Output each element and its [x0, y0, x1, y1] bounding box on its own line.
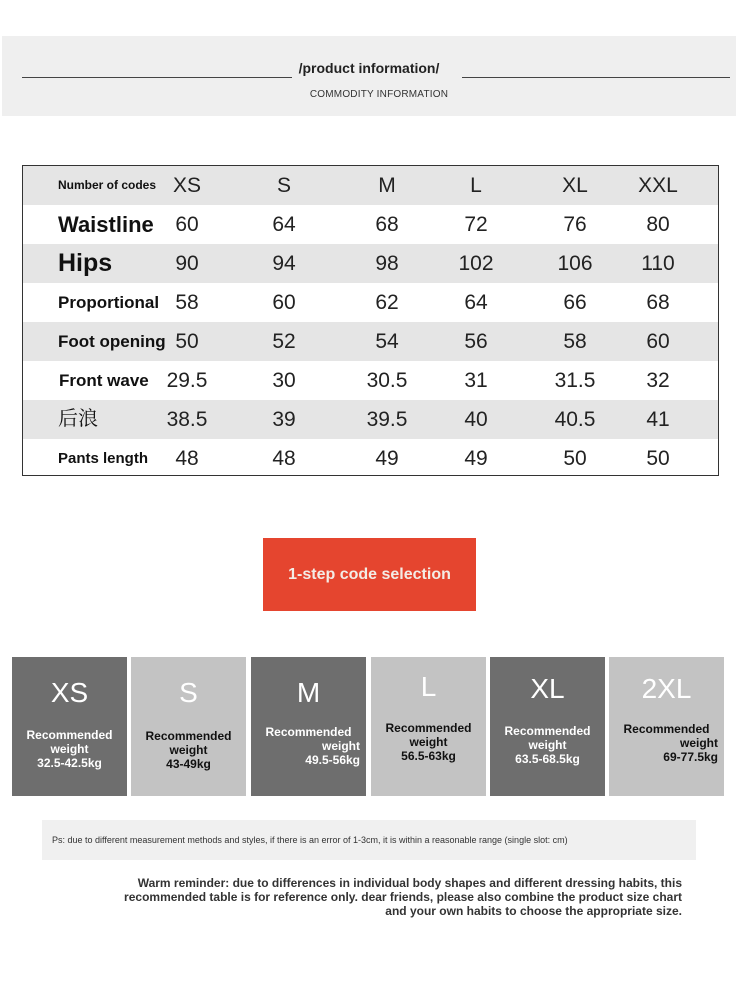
- reminder-line: and your own habits to choose the appropriate size.: [385, 904, 682, 918]
- table-cell: 31: [464, 369, 488, 392]
- table-cell: 52: [272, 330, 296, 353]
- card-recommendation: [18, 728, 121, 770]
- table-cell: 30: [272, 369, 296, 392]
- card-weight: 63.5-68.5kg: [515, 752, 580, 766]
- reminder-line: recommended table is for reference only. dear friends, please also combine the product size chart: [124, 890, 682, 904]
- measurement-note: Ps: due to different measurement methods and styles, if there is an error of 1-3cm, it is within a reasonable range (single slot: cm): [42, 820, 696, 860]
- table-cell: 50: [563, 447, 587, 470]
- size-card-m: [251, 657, 366, 796]
- card-recommendation: [137, 729, 240, 771]
- table-cell: 60: [272, 291, 296, 314]
- table-cell: 40: [464, 408, 488, 431]
- table-cell: 31.5: [554, 369, 596, 392]
- table-cell: 66: [563, 291, 587, 314]
- card-size: XS: [50, 677, 89, 708]
- table-cell: 64: [464, 291, 488, 314]
- size-header: XL: [562, 174, 588, 197]
- section-subtitle: COMMODITY INFORMATION: [309, 89, 449, 100]
- table-row: [23, 439, 718, 478]
- card-size: L: [420, 671, 437, 702]
- size-card-s: [131, 657, 246, 796]
- table-row: [23, 205, 718, 244]
- table-cell: 60: [175, 213, 199, 236]
- code-selection-banner: 1-step code selection: [263, 538, 476, 611]
- table-cell: 68: [646, 291, 670, 314]
- card-weight: 69-77.5kg: [663, 750, 718, 764]
- card-rec-line: Recommended: [265, 725, 352, 739]
- product-info-header: [2, 36, 736, 116]
- size-card-l: [371, 657, 486, 796]
- table-cell: 76: [563, 213, 587, 236]
- table-row: [23, 283, 718, 322]
- size-table: [22, 165, 719, 476]
- table-cell: 58: [563, 330, 587, 353]
- table-cell: 94: [272, 252, 296, 275]
- size-header: L: [470, 174, 482, 197]
- table-cell: 30.5: [366, 369, 408, 392]
- card-size: S: [179, 677, 198, 708]
- card-weight: 43-49kg: [166, 757, 211, 771]
- table-cell: 50: [175, 330, 199, 353]
- card-rec-line: Recommended: [145, 729, 232, 743]
- row-label: Foot opening: [58, 332, 166, 351]
- table-cell: 38.5: [166, 408, 208, 431]
- card-size: M: [296, 677, 321, 708]
- size-header: M: [378, 174, 396, 197]
- card-rec-line: weight: [169, 743, 208, 757]
- size-card-2xl: [609, 657, 724, 796]
- header-label: Number of codes: [58, 178, 157, 192]
- card-rec-line: weight: [50, 742, 89, 756]
- reminder-line: Warm reminder: due to differences in individual body shapes and different dressing habits, this: [137, 876, 682, 890]
- table-cell: 102: [458, 252, 494, 275]
- table-cell: 41: [646, 408, 670, 431]
- table-cell: 49: [375, 447, 399, 470]
- table-cell: 106: [557, 252, 593, 275]
- row-label: Front wave: [59, 371, 149, 390]
- table-cell: 62: [375, 291, 399, 314]
- row-label: Waistline: [58, 212, 154, 237]
- table-row: [23, 400, 718, 439]
- table-cell: 72: [464, 213, 488, 236]
- table-cell: 54: [375, 330, 399, 353]
- table-cell: 29.5: [166, 369, 208, 392]
- warm-reminder: [58, 876, 682, 918]
- table-cell: 49: [464, 447, 488, 470]
- table-header-row: [23, 166, 718, 205]
- table-cell: 40.5: [554, 408, 596, 431]
- row-label: Hips: [58, 249, 113, 277]
- card-weight: 32.5-42.5kg: [37, 756, 102, 770]
- table-cell: 80: [646, 213, 670, 236]
- size-header: S: [276, 174, 291, 197]
- table-cell: 110: [641, 252, 675, 275]
- card-rec-line: Recommended: [26, 728, 113, 742]
- size-card-xl: [490, 657, 605, 796]
- card-rec-line: Recommended: [504, 724, 591, 738]
- table-row: [23, 244, 718, 283]
- table-cell: 32: [646, 369, 670, 392]
- table-cell: 58: [175, 291, 199, 314]
- size-card-xs: [12, 657, 127, 796]
- card-recommendation: [257, 725, 360, 767]
- table-cell: 68: [375, 213, 399, 236]
- header-left-rule: [22, 77, 292, 78]
- card-weight: 49.5-56kg: [305, 753, 360, 767]
- card-rec-line: weight: [322, 739, 360, 753]
- card-size: XL: [530, 673, 565, 704]
- card-weight: 56.5-63kg: [401, 749, 456, 763]
- table-cell: 64: [272, 213, 296, 236]
- card-size: 2XL: [641, 673, 692, 704]
- card-recommendation: [615, 722, 718, 764]
- card-rec-line: weight: [528, 738, 567, 752]
- table-cell: 50: [646, 447, 670, 470]
- card-recommendation: [496, 724, 599, 766]
- card-rec-line: Recommended: [623, 722, 710, 736]
- table-cell: 39: [272, 408, 296, 431]
- table-cell: 98: [375, 252, 399, 275]
- size-header: XXL: [638, 174, 678, 197]
- table-cell: 56: [464, 330, 488, 353]
- card-rec-line: weight: [680, 736, 718, 750]
- table-cell: 48: [175, 447, 199, 470]
- table-cell: 60: [646, 330, 670, 353]
- row-label: 后浪: [58, 408, 98, 430]
- section-title: /product information/: [298, 60, 440, 76]
- table-cell: 90: [175, 252, 199, 275]
- row-label: Proportional: [58, 293, 160, 312]
- header-right-rule: [462, 77, 730, 78]
- table-row: [23, 322, 718, 361]
- card-recommendation: [377, 721, 480, 763]
- card-rec-line: Recommended: [385, 721, 472, 735]
- table-cell: 39.5: [366, 408, 408, 431]
- row-label: Pants length: [58, 450, 149, 467]
- card-rec-line: weight: [409, 735, 448, 749]
- table-row: [23, 361, 718, 400]
- size-header: XS: [172, 174, 201, 197]
- table-cell: 48: [272, 447, 296, 470]
